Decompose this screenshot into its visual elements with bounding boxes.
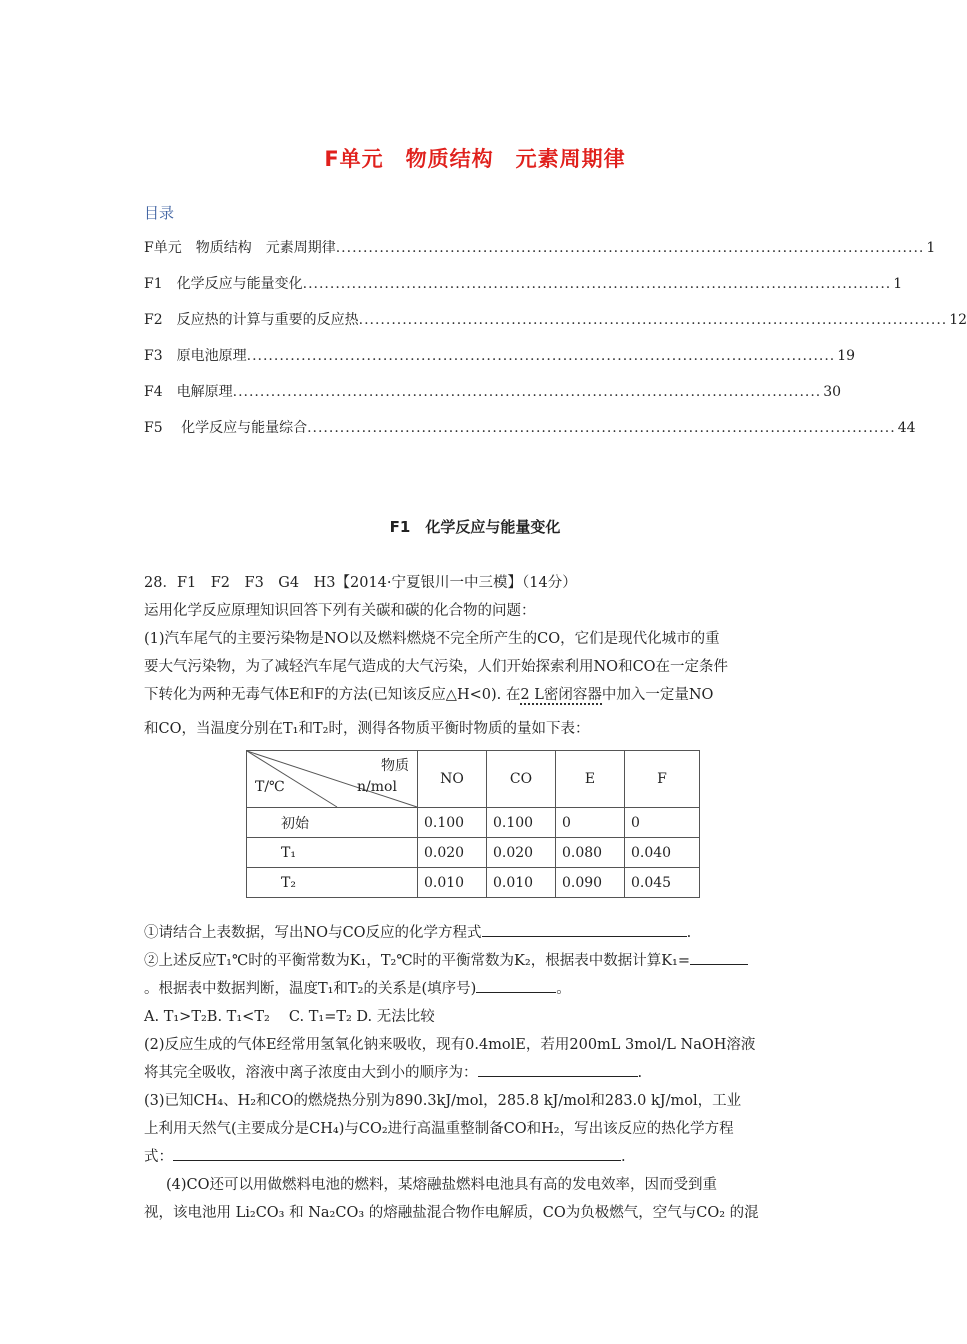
paragraph-line: 上利用天然气(主要成分是CH₄)与CO₂进行高温重整制备CO和H₂，写出该反应的热化学方程 (144, 1121, 734, 1137)
paragraph-line: 和CO，当温度分别在T₁和T₂时，测得各物质平衡时物质的量如下表： (144, 721, 590, 737)
question-line: ①请结合上表数据，写出NO与CO反应的化学方程式 . (144, 922, 810, 944)
table-row: T₁ 0.020 0.020 0.080 0.040 (247, 838, 700, 868)
toc-item[interactable]: F5 化学反应与能量综合 ............................................................................................................ 44 (144, 420, 916, 436)
section-heading: F1 化学反应与能量变化 (389, 518, 561, 536)
paragraph-line: 下转化为两种无毒气体E和F的方法(已知该反应△H<0). 在2 L密闭容器中加入一定量NO (144, 687, 714, 703)
answer-blank[interactable] (173, 1146, 621, 1161)
paragraph-line: (3)已知CH₄、H₂和CO的燃烧热分别为890.3kJ/mol，285.8 kJ/mol和283.0 kJ/mol，工业 (144, 1093, 742, 1109)
answer-blank[interactable] (478, 1062, 638, 1077)
paragraph-line: (2)反应生成的气体E经常用氢氧化钠来吸收，现有0.4molE，若用200mL 3mol/L NaOH溶液 (144, 1037, 756, 1053)
column-header: CO (487, 751, 556, 808)
question-header: 28．F1 F2 F3 G4 H3【2014·宁夏银川一中三模】（14分） (144, 575, 577, 591)
table-row: 初始 0.100 0.100 0 0 (247, 808, 700, 838)
answer-blank[interactable] (476, 978, 556, 993)
toc-item[interactable]: F1 化学反应与能量变化 ............................................................................................................ 1 (144, 276, 903, 292)
paragraph-line: 式： . (144, 1146, 810, 1168)
toc-item[interactable]: F单元 物质结构 元素周期律 ............................................................................................................ 1 (144, 240, 936, 256)
column-header: E (556, 751, 625, 808)
paragraph-line: 将其完全吸收，溶液中离子浓度由大到小的顺序为： . (144, 1062, 810, 1084)
toc-heading: 目录 (144, 204, 175, 222)
toc-item[interactable]: F4 电解原理 ............................................................................................................ 30 (144, 384, 842, 400)
paragraph-line: 要大气污染物，为了减轻汽车尾气造成的大气污染，人们开始探索利用NO和CO在一定条件 (144, 659, 729, 675)
emphasis-text: 2 L密闭容器 (520, 687, 602, 703)
paragraph-line: (4)CO还可以用做燃料电池的燃料，某熔融盐燃料电池具有高的发电效率，因而受到重 (166, 1177, 718, 1193)
toc-item[interactable]: F3 原电池原理 ............................................................................................................ 19 (144, 348, 856, 364)
options-line: A. T₁>T₂B. T₁<T₂ C. T₁=T₂ D. 无法比较 (144, 1009, 435, 1025)
toc-item[interactable]: F2 反应热的计算与重要的反应热 ............................................................................................................ 12 (144, 312, 967, 328)
question-line: 。根据表中数据判断，温度T₁和T₂的关系是(填序号) 。 (144, 978, 810, 1000)
question-intro: 运用化学反应原理知识回答下列有关碳和碳的化合物的问题： (144, 603, 536, 619)
paragraph-line: (1)汽车尾气的主要污染物是NO以及燃料燃烧不完全所产生的CO，它们是现代化城市的重 (144, 631, 720, 647)
column-header: NO (418, 751, 487, 808)
page-title: F单元 物质结构 元素周期律 (324, 147, 626, 171)
table-row: T₂ 0.010 0.010 0.090 0.045 (247, 868, 700, 898)
column-header: F (625, 751, 700, 808)
answer-blank[interactable] (482, 922, 687, 937)
answer-blank[interactable] (690, 950, 748, 965)
paragraph-line: 视，该电池用 Li₂CO₃ 和 Na₂CO₃ 的熔融盐混合物作电解质，CO为负极燃气，空气与CO₂ 的混 (144, 1205, 759, 1221)
question-line: ②上述反应T₁℃时的平衡常数为K₁，T₂℃时的平衡常数为K₂，根据表中数据计算K₁= (144, 950, 810, 972)
equilibrium-table (246, 750, 700, 898)
corner-header: 物质 T/℃ n/mol (247, 751, 418, 808)
